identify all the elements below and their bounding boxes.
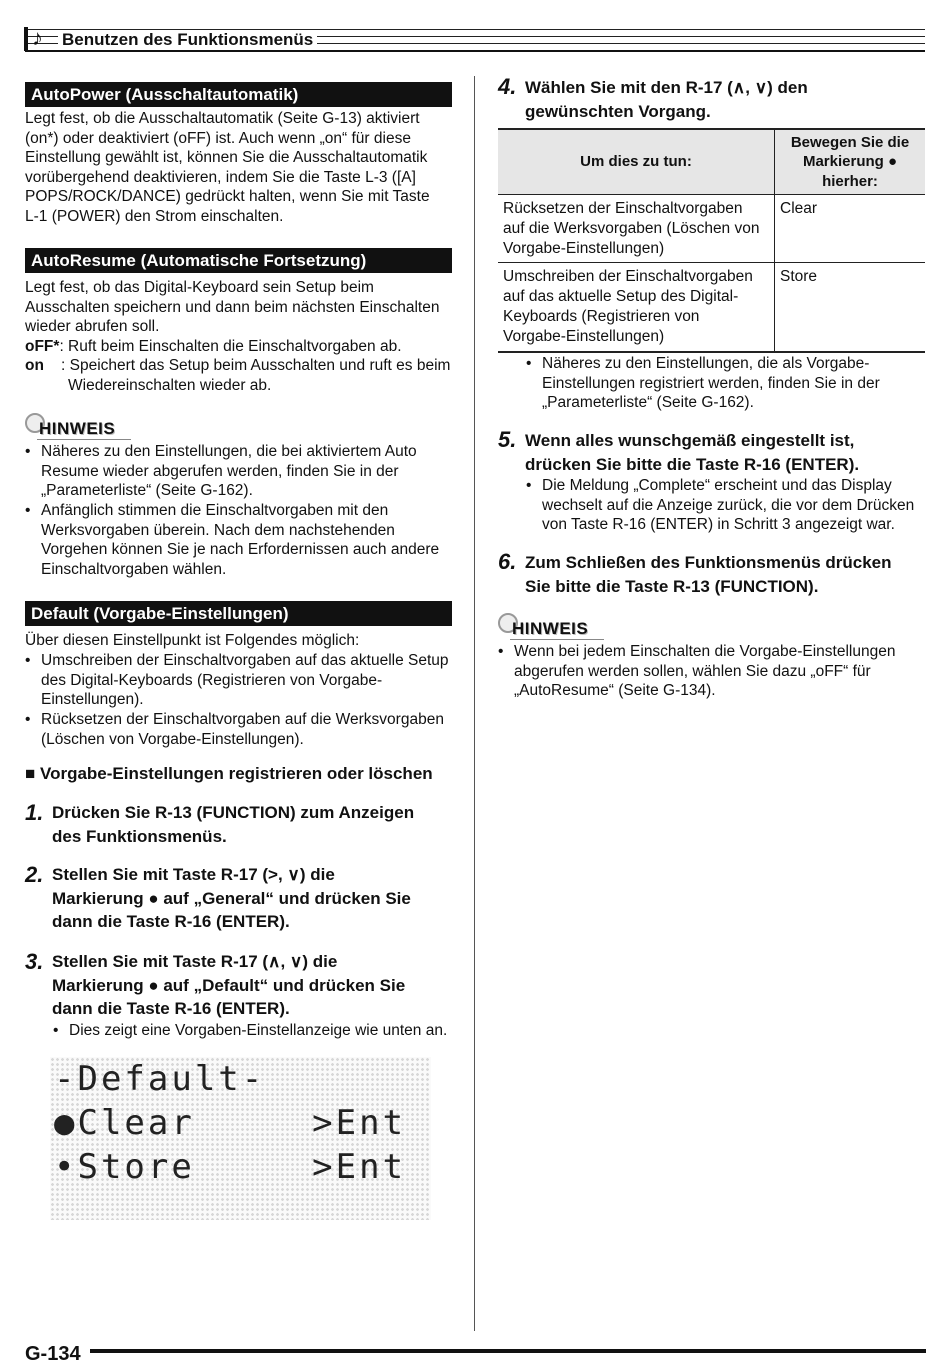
lcd-line-title: -Default-	[54, 1059, 266, 1099]
table-cell-target: Store	[775, 263, 926, 352]
text-line: Wenn alles wunschgemäß eingestellt ist,	[525, 431, 855, 450]
step-number: 4.	[498, 74, 517, 99]
table-header-target	[775, 129, 926, 195]
autopower-heading: AutoPower (Ausschaltautomatik)	[25, 82, 452, 107]
hinweis-label: HINWEIS	[512, 619, 589, 638]
text-line: • Umschreiben der Einschaltvorgaben auf das aktuelle Setup	[41, 652, 449, 669]
text-line: Markierung ● auf „Default“ und drücken Sie	[52, 975, 406, 995]
text-line: Einstellungen).	[41, 691, 144, 709]
text-line: Vorgabe-Einstellungen)	[503, 327, 665, 345]
music-note-icon: ♪	[32, 25, 43, 50]
lcd-line-clear: ●Clear >Ent	[54, 1103, 407, 1143]
text-line: des Digital-Keyboards (Registrieren von Vorgabe-	[41, 671, 383, 689]
step-number: 5.	[498, 427, 517, 452]
off-text: : Ruft beim Einschalten die Einschaltvorgaben ab.	[59, 337, 402, 355]
text-line: Drücken Sie R-13 (FUNCTION) zum Anzeigen	[52, 803, 415, 822]
text-line: Werksvorgaben überein. Nach dem nachstehenden	[41, 521, 395, 539]
hinweis-label: HINWEIS	[39, 419, 116, 438]
text-line: (Löschen von Vorgabe-Einstellungen).	[41, 730, 304, 748]
table-row	[498, 263, 925, 352]
text-line: Stellen Sie mit Taste R-17 (>, ∨) die	[52, 865, 335, 884]
header-rule-4	[25, 50, 925, 52]
step-number: 3.	[25, 949, 44, 974]
text-line: Legt fest, ob die Ausschaltautomatik (Seite G-13) aktiviert	[25, 110, 420, 127]
column-divider	[474, 76, 475, 1331]
text-line: gewünschten Vorgang.	[525, 101, 711, 121]
text-line: abgerufen werden sollen, wählen Sie dazu „oFF“ für	[514, 662, 871, 680]
text-line: Vorgabe-Einstellungen)	[503, 239, 665, 257]
on-label: on	[25, 357, 44, 375]
text-line: POPS/ROCK/DANCE) gedrückt halten, wenn Sie mit Taste	[25, 188, 430, 206]
default-bullet	[41, 651, 456, 710]
text-line: des Funktionsmenüs.	[52, 826, 227, 846]
text-line: Vorgehen können Sie je nach Erfordernissen auch andere	[41, 541, 440, 559]
page-header-title: Benutzen des Funktionsmenüs	[58, 30, 317, 50]
text-line: „Parameterliste“ (Seite G-162).	[41, 482, 253, 500]
text-line: Legt fest, ob das Digital-Keyboard sein Setup beim	[25, 279, 374, 296]
text-line: L-1 (POWER) den Strom einschalten.	[25, 207, 284, 225]
text-line: • Die Meldung „Complete“ erscheint und das Display	[542, 477, 892, 494]
text-line: Keyboards (Registrieren von	[503, 307, 700, 325]
text-line: Ausschalten speichern und dann beim nächsten Einschalten	[25, 298, 440, 316]
default-bullet	[41, 710, 456, 749]
on-text: : Speichert das Setup beim Ausschalten und ruft es beim	[61, 357, 451, 375]
hinweis-underline	[510, 639, 604, 640]
text-line: „Parameterliste“ (Seite G-162).	[542, 394, 754, 412]
off-label: oFF*	[25, 337, 60, 355]
text-line: Markierung ● auf „General“ und drücken Sie	[52, 888, 411, 908]
text-line: Resume wieder abgerufen werden, finden Sie in der	[41, 462, 399, 480]
text-line: „AutoResume“ (Seite G-134).	[514, 682, 716, 700]
step-5-text	[525, 429, 859, 476]
text-line: • Anfänglich stimmen die Einschaltvorgaben mit den	[41, 502, 389, 519]
text-line: dann die Taste R-16 (ENTER).	[52, 912, 290, 931]
step-3-note: • Dies zeigt eine Vorgaben-Einstellanzeige wie unten an.	[69, 1021, 447, 1041]
lcd-line-store: •Store >Ent	[54, 1147, 407, 1187]
step-number: 6.	[498, 549, 517, 574]
step-2-text	[52, 863, 411, 934]
text-line: vorübergehend deaktivieren, indem Sie die Taste L-3 ([A]	[25, 168, 416, 186]
hinweis-badge	[25, 413, 133, 439]
autoresume-text	[25, 278, 455, 396]
hinweis-badge	[498, 613, 606, 639]
text-line: auf das aktuelle Setup des Digital-	[503, 288, 739, 306]
header-bar	[24, 27, 28, 51]
step-6-text	[525, 551, 892, 598]
default-subheading: ■ Vorgabe-Einstellungen registrieren oder löschen	[25, 764, 433, 783]
step-3-text	[52, 950, 405, 1021]
text-line: von Taste R-16 (ENTER) in Schritt 3 angezeigt war.	[542, 516, 895, 534]
hinweis-bullet	[41, 501, 456, 579]
table-row	[498, 195, 925, 263]
default-intro: Über diesen Einstellpunkt ist Folgendes möglich:	[25, 632, 360, 649]
default-heading: Default (Vorgabe-Einstellungen)	[25, 601, 452, 626]
step-1-text	[52, 801, 414, 848]
on-option	[25, 356, 455, 376]
hinweis-bullet	[514, 642, 924, 701]
text-line: wechselt auf die Anzeige zurück, die vor dem Drücken	[542, 496, 915, 514]
step-4-text	[525, 76, 808, 123]
text-line: Einstellung gewählt ist, können Sie die Ausschaltautomatik	[25, 149, 428, 167]
text-line: • Näheres zu den Einstellungen, die als Vorgabe-	[542, 355, 870, 372]
text-line: Bewegen Sie die	[790, 133, 910, 151]
footer-rule	[90, 1349, 926, 1353]
text-line: • Näheres zu den Einstellungen, die bei aktiviertem Auto	[41, 443, 417, 460]
table-cell-action	[498, 195, 775, 263]
autopower-text	[25, 109, 455, 227]
text-line: Umschreiben der Einschaltvorgaben	[503, 268, 753, 286]
text-line: Markierung ●	[802, 153, 898, 171]
on-text-cont: Wiedereinschalten wieder ab.	[68, 376, 272, 394]
step-5-note	[542, 476, 927, 535]
text-line: Einstellungen registriert werden, finden Sie in der	[542, 374, 880, 392]
text-line: dann die Taste R-16 (ENTER).	[52, 999, 290, 1018]
table-header-action: Um dies zu tun:	[498, 129, 775, 195]
text-line: wieder abrufen soll.	[25, 318, 160, 336]
text-line: Zum Schließen des Funktionsmenüs drücken	[525, 553, 892, 572]
text-line: Einschaltvorgaben wählen.	[41, 560, 227, 578]
text-line: (on*) oder deaktiviert (oFF) ist. Auch wenn „on“ für diese	[25, 129, 411, 147]
table-cell-target: Clear	[775, 195, 926, 263]
hinweis-underline	[37, 439, 131, 440]
table-note	[542, 354, 922, 413]
text-line: Stellen Sie mit Taste R-17 (∧, ∨) die	[52, 952, 338, 971]
text-line: auf die Werksvorgaben (Löschen von	[503, 219, 760, 237]
text-line: Wählen Sie mit den R-17 (∧, ∨) den	[525, 78, 808, 97]
text-line: • Rücksetzen der Einschaltvorgaben auf die Werksvorgaben	[41, 711, 444, 728]
page-number: G-134	[25, 1343, 81, 1365]
text-line: Sie bitte die Taste R-13 (FUNCTION).	[525, 576, 819, 596]
step-number: 1.	[25, 800, 44, 825]
step-number: 2.	[25, 862, 44, 887]
table-cell-action	[498, 263, 775, 352]
table-header-row	[498, 129, 925, 195]
off-option	[25, 337, 455, 357]
text-line: Rücksetzen der Einschaltvorgaben	[503, 200, 743, 217]
text-line: drücken Sie bitte die Taste R-16 (ENTER).	[525, 454, 860, 474]
hinweis-bullet	[41, 442, 456, 501]
text-line: • Wenn bei jedem Einschalten die Vorgabe-Einstellungen	[514, 643, 896, 660]
lcd-display	[50, 1057, 431, 1220]
autoresume-heading: AutoResume (Automatische Fortsetzung)	[25, 248, 452, 273]
operation-table	[498, 128, 925, 353]
text-line: hierher:	[822, 172, 878, 190]
